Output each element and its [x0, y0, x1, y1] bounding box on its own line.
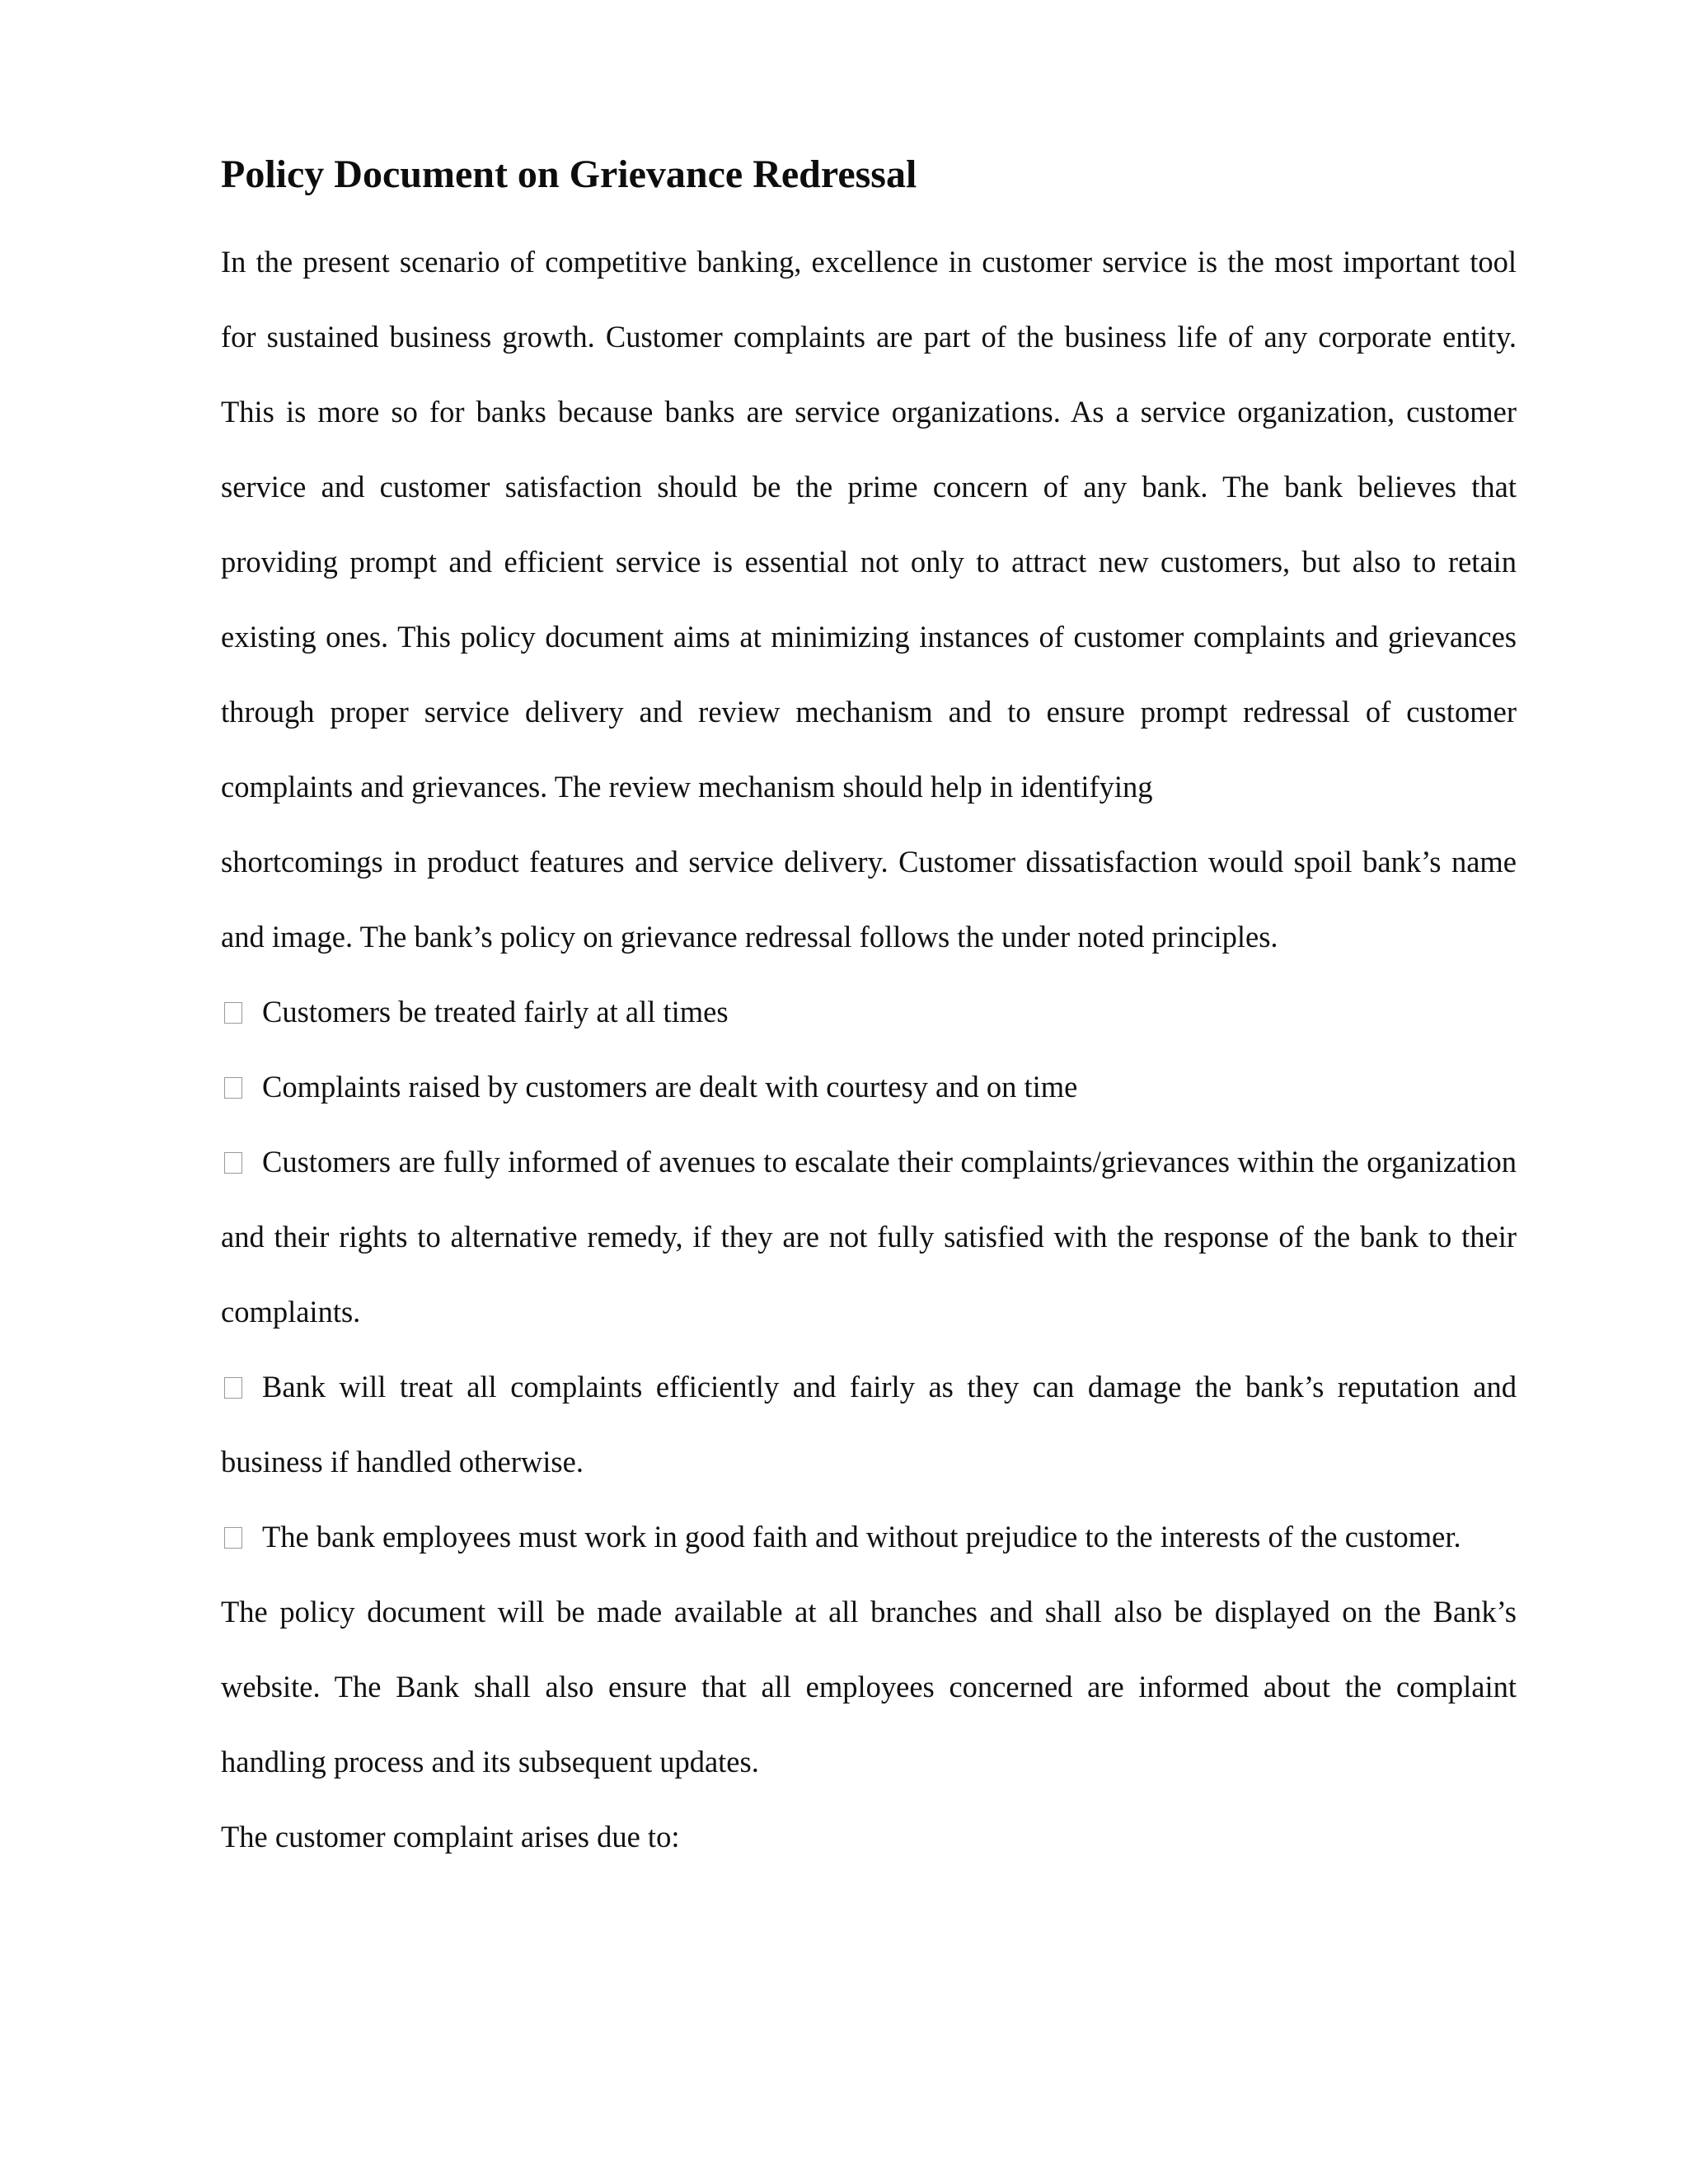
- principle-item: [221, 974, 1517, 1049]
- principle-item: [221, 1499, 1517, 1574]
- bullet-icon: [224, 1077, 242, 1099]
- principle-item: [221, 1124, 1517, 1349]
- principle-item: [221, 1349, 1517, 1499]
- bullet-icon: [224, 1002, 242, 1024]
- intro-paragraph: In the present scenario of competitive banking, excellence in customer service is the most important tool for sustained business growth. Customer complaints are part of the business life of any corporate entity. This is more so for banks because banks are service organizations. As a service organization, customer service and customer satisfaction should be the prime concern of any bank. The bank believes that providing prompt and efficient service is essential not only to attract new customers, but also to retain existing ones. This policy document aims at minimizing instances of customer complaints and grievances through proper service delivery and review mechanism and to ensure prompt redressal of customer complaints and grievances. The review mechanism should help in identifying: [221, 245, 1517, 804]
- principle-text: Bank will treat all complaints efficiently and fairly as they can damage the bank’s reputation and business if handled otherwise.: [221, 1370, 1517, 1479]
- principles-intro-paragraph: shortcomings in product features and service delivery. Customer dissatisfaction would spoil bank’s name and image. The bank’s policy on grievance redressal follows the under noted principles.: [221, 845, 1517, 954]
- availability-paragraph: The policy document will be made available at all branches and shall also be displayed on the Bank’s website. The Bank shall also ensure that all employees concerned are informed about the complaint handling process and its subsequent updates.: [221, 1595, 1517, 1779]
- bullet-icon: [224, 1377, 242, 1399]
- principle-text: The bank employees must work in good faith and without prejudice to the interests of the customer.: [262, 1520, 1461, 1554]
- principle-text: Customers are fully informed of avenues to escalate their complaints/grievances within the organization and their rights to alternative remedy, if they are not fully satisfied with the response of the bank to their complaints.: [221, 1145, 1517, 1329]
- document-title: Policy Document on Grievance Redressal: [221, 152, 917, 196]
- principle-item: [221, 1049, 1517, 1124]
- principle-text: Complaints raised by customers are dealt with courtesy and on time: [262, 1070, 1078, 1104]
- closing-line: The customer complaint arises due to:: [221, 1820, 680, 1854]
- bullet-icon: [224, 1527, 242, 1549]
- principle-text: Customers be treated fairly at all times: [262, 995, 729, 1029]
- bullet-icon: [224, 1152, 242, 1174]
- document-page: [221, 147, 1517, 1874]
